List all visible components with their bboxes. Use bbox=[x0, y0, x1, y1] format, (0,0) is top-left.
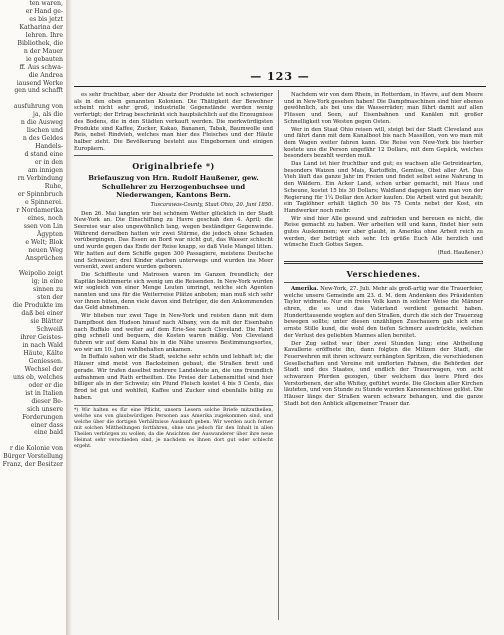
letter-paragraph: Das Land ist hier fruchtbar und gut; es wachsen alle Getreidearten, besonders Waizen und Mais, Kartoffeln, Gemüse, Obst aller Art. Das Vieh läuft das ganze Jahr im Freien und findet selbst seine Nahrung in den Wäldern. Ein Acker Land, schon urbar gemacht, mit Haus und Scheune, kostet 15 bis 30 Dollars; Waldland dagegen kann man von der Regierung für 1¼ Dollar den Acker kaufen. Die Arbeit wird gut bezahlt; ein Taglöhner erhält täglich 50 bis 75 Cents nebst der Kost, ein Handwerker noch mehr. bbox=[284, 161, 483, 214]
adjacent-page-line: er Hand ge- bbox=[25, 7, 63, 15]
adjacent-page-line: einer dass bbox=[30, 421, 63, 429]
section-rule bbox=[74, 155, 273, 156]
section-rule bbox=[284, 282, 483, 283]
newspaper-page bbox=[74, 70, 486, 624]
adjacent-page-line bbox=[0, 95, 66, 103]
adjacent-page-line: iausend Werke bbox=[16, 79, 63, 87]
adjacent-page-line: sten der bbox=[37, 294, 63, 302]
adjacent-page-line: am innigen bbox=[27, 167, 63, 175]
adjacent-page-line: Geniessen. bbox=[28, 357, 63, 365]
letter-paragraph: In Buffalo sahen wir die Stadt, welche sehr schön und lebhaft ist; die Häuser sind meist von Backsteinen gebaut, die Straßen breit und gerade. Wir trafen daselbst mehrere Landsleute an, die uns freundlich aufnahmen und Rath ertheilten. Die Preise der Lebensmittel sind hier billiger als in der Schweiz; ein Pfund Fleisch kostet 4 bis 5 Cents, das Brod ist gut und wohlfeil, Kaffee und Zucker sind ebenfalls billig zu haben. bbox=[74, 354, 273, 401]
adjacent-page-line: ff. Aus schwa- bbox=[19, 63, 63, 71]
adjacent-page-line: die Andrea bbox=[28, 71, 63, 79]
adjacent-page-line: n des Geldes bbox=[22, 135, 63, 143]
adjacent-page-line: Bürger Vorstellung bbox=[3, 453, 63, 461]
adjacent-page-line: lehren. Ihre bbox=[25, 31, 63, 39]
news-paragraph bbox=[284, 286, 483, 340]
letter-subtitle: Briefauszug von Hrn. Rudolf Haußener, gew. Schullehrer zu Herzogenbuchsee und Niederwangen, Kantons Bern. bbox=[88, 174, 259, 199]
adjacent-page-line: Wechsel der bbox=[24, 365, 63, 373]
adjacent-page-line: Handels- bbox=[35, 143, 63, 151]
adjacent-page-line: dieser Be- bbox=[31, 397, 63, 405]
left-column bbox=[74, 92, 273, 450]
letter-paragraph: Die Schiffleute und Matrosen waren im Ganzen freundlich; der Kapitän bekümmerte sich wenig um die Reisenden. In New-York wurden wir sogleich von einer Menge Leuten umringt, welche sich Agenten nannten und uns für die Weiterreise Plätze anboten; man muß sich sehr vor ihnen hüten, denn viele davon sind Betrüger, die den Ankommenden das Geld abnehmen. bbox=[74, 271, 273, 312]
right-column bbox=[284, 92, 483, 409]
adjacent-page-line: ausfuhrung von bbox=[13, 103, 63, 111]
adjacent-page-line: ie gebauten bbox=[26, 55, 63, 63]
adjacent-page-line: Katharina der bbox=[19, 23, 63, 31]
intro-paragraph: es sehr fruchtbar, aber der Absatz der Produkte ist noch schwieriger als in den oben genannten Kolonien. Die Thätigkeit der Bewohner scheint nicht sehr groß, industrielle Gegenstände werden wenig verfertigt; der Ertrag beschränkt sich hauptsächlich auf die Erzeugnisse des Bodens, die in den Städten verkauft werden. Die merkwürdigsten Produkte sind Kaffee, Zucker, Kakao, Bananen, Tabak, Baumwolle und Reis, nebst Rindvieh, welches man hier des Fleisches und der Häute halber zieht. Die Bevölkerung besteht aus Eingebornen und einigen Europäern. bbox=[74, 92, 273, 152]
letter-dateline: Tuscarawas-County, Staat Ohio, 20. Juni 1850. bbox=[150, 201, 273, 208]
letter-signoff: (Rud. Haußener.) bbox=[437, 250, 483, 257]
news-lead: Amerika. bbox=[291, 285, 319, 292]
gutter-shadow bbox=[66, 0, 72, 635]
adjacent-page-line: Franz, der Besitzer bbox=[2, 461, 63, 469]
news-paragraph: Der Zug selbst war über zwei Stunden lang; eine Abtheilung Kavallerie eröffnete ihn, dann folgten die Milizen der Stadt, die Feuerwehren mit ihren schwarz verhängten Spritzen, die verschiedenen Gesellschaften und Vereine mit umflorten Fahnen, die Behörden der Stadt und des Staates, und endlich der Trauerwagen, von acht schwarzen Pferden gezogen, über welchem das leere Pferd des Verstorbenen, der alte Whitey, geführt wurde. Die Glocken aller Kirchen läuteten, und von Stunde zu Stunde wurden Kanonenschüsse gelöst. Die Häuser längs der Straßen waren schwarz behangen, und die ganze Stadt bot den Anblick allgemeiner Trauer dar. bbox=[284, 340, 483, 407]
adjacent-page-line: eine bald bbox=[34, 429, 63, 437]
section-title-misc: Verschiedenes. bbox=[346, 268, 421, 279]
adjacent-page-line: ja, als die bbox=[33, 111, 63, 119]
adjacent-page-line: ten waren, bbox=[29, 0, 63, 7]
adjacent-page-line: r Nordamerika bbox=[16, 206, 63, 214]
adjacent-page-line: oder er die bbox=[28, 381, 63, 389]
adjacent-page-line: Forderungen bbox=[22, 413, 63, 421]
adjacent-page-line: n der Mauer bbox=[23, 47, 63, 55]
adjacent-page-line: Ruhe, bbox=[44, 182, 63, 190]
adjacent-page-line: e Welt; Blok bbox=[25, 238, 63, 246]
adjacent-page-line: d stand eine bbox=[24, 151, 63, 159]
adjacent-page-line: daß bei einer bbox=[21, 310, 63, 318]
adjacent-page-line: sich unsere bbox=[27, 405, 63, 413]
adjacent-page-line: ist in Italien bbox=[25, 389, 63, 397]
adjacent-page-line: Schweiß bbox=[36, 326, 63, 334]
adjacent-page-line: lischen und bbox=[26, 127, 63, 135]
column-divider bbox=[278, 90, 279, 620]
adjacent-page-line: ihrer Geistes- bbox=[20, 334, 63, 342]
footnote: *) Wir halten es für eine Pflicht, unsern Lesern solche Briefe mitzutheilen, welche uns von glaubwürdigen Personen aus Amerika zugekommen sind, und welche über die dortigen Verhältnisse Auskunft geben. Wir werden auch ferner mit solchen Mittheilungen fortfahren, ohne uns jedoch für den Inhalt in allen Theilen verbürgen zu wollen, da die Ansichten der Auswanderer über ihre neue Heimat sehr verschieden sind, je nachdem es ihnen dort gut oder schlecht ergeht. bbox=[74, 405, 273, 449]
header-rule bbox=[74, 86, 486, 87]
adjacent-page-line: neuen Weg bbox=[28, 246, 63, 254]
adjacent-page-line bbox=[0, 437, 66, 445]
adjacent-page-line: sinnen zu bbox=[33, 286, 63, 294]
adjacent-page-line: Weipolio zeigt bbox=[18, 270, 63, 278]
section-double-rule bbox=[284, 261, 483, 264]
adjacent-page-line: n die Ausweg bbox=[20, 119, 63, 127]
adjacent-page-line: gen und schafft bbox=[14, 87, 63, 95]
adjacent-page-line: es bis jetzt bbox=[29, 15, 63, 23]
letter-paragraph: Wir blieben nur zwei Tage in New-York und reisten dann mit dem Dampfboot den Hudson hinauf nach Albany, von da mit der Eisenbahn nach Buffalo und weiter auf dem Erie-See nach Cleveland. Die Fahrt ging schnell und bequem, die Kosten waren mäßig. Von Cleveland fuhren wir auf dem Kanal bis in die Nähe unseres Bestimmungsortes, wo wir am 10. Juni wohlbehalten ankamen. bbox=[74, 313, 273, 353]
letter-paragraph: Nachdem wir von dem Rhein, in Rotterdam, in Havre, auf dem Meere und in New-York gesehen haben! Die Dampfmaschinen sind hier ebenso gewöhnlich, als bei uns die Wasserräder; man fährt damit auf allen Flüssen und Seen, auf Eisenbahnen und Kanälen mit großer Schnelligkeit von Westen gegen Osten. bbox=[284, 92, 483, 125]
adjacent-page-line: er in den bbox=[34, 159, 63, 167]
adjacent-page-line: Ansprüchen bbox=[25, 254, 63, 262]
adjacent-page-line: Häute, Kälte bbox=[23, 349, 63, 357]
adjacent-page-line: Ägypten bbox=[36, 230, 63, 238]
adjacent-page-line: Bibliothek, die bbox=[17, 39, 63, 47]
adjacent-page-line: r die Kolonie von bbox=[9, 445, 63, 453]
adjacent-page-line: uns ob, welches bbox=[13, 373, 63, 381]
page-number: — 123 — bbox=[250, 70, 310, 83]
adjacent-page-line bbox=[0, 262, 66, 270]
adjacent-page-line: die Produkte im bbox=[12, 302, 63, 310]
news-text: New-York, 27. Juli. Mehr als groß-artig war die Trauerfeier, welche unsere Gemeinde am 23. d. M. dem Andenken des Präsidenten Taylor widmete. Nur ein freies Volk kann in solcher Weise die Männer ehren, die es und das Vaterland verdient gemacht haben. Hunderttausende wogten auf den Straßen, durch die sich der Trauerzug bewegen sollte; unter diesen unzähligen Zuschauern gab sich eine ernste Stille kund, die wohl den tiefen Schmerz ausdrückte, welchen der Verlust des geliebten Mannes allen bereitet. bbox=[284, 285, 483, 339]
letter-paragraph: Wir sind hier Alle gesund und zufrieden und bereuen es nicht, die Reise gemacht zu haben. Wer arbeiten will und kann, findet hier sein gutes Auskommen; wer aber glaubt, in Amerika ohne Arbeit reich zu werden, der betrügt sich sehr. Ich grüße Euch Alle herzlich und wünsche Euch Gottes Segen. bbox=[284, 215, 483, 249]
adjacent-page-line: in nach Wald bbox=[22, 341, 63, 349]
section-title-letters: Originalbriefe *) bbox=[132, 161, 215, 172]
letter-paragraph: Den 26. Mai langten wir bei schönem Wetter glücklich in der Stadt New-York an. Die Einschiffung zu Havre geschah den 4. April; die Seereise war also ungewöhnlich lang, wegen beständiger Gegenwinde. Während derselben hatten wir zwei Stürme, die jedoch ohne Schaden vorübergingen. Das Essen an Bord war nicht gut, das Wasser schlecht und wurde gegen das Ende der Reise knapp, so daß Viele Mangel litten. Wir hatten auf dem Schiffe gegen 300 Passagiere, meistens Deutsche und Schweizer; drei Kinder starben unterwegs und wurden ins Meer versenkt, zwei andere wurden geboren. bbox=[74, 210, 273, 271]
adjacent-page-line: sie Blätter bbox=[30, 318, 63, 326]
adjacent-page-line: ig; in eine bbox=[31, 278, 63, 286]
adjacent-page-line: ssen von Lin bbox=[23, 222, 63, 230]
adjacent-page-line: eines, noch bbox=[27, 214, 63, 222]
letter-paragraph: Wer in den Staat Ohio reisen will, steigt bei der Stadt Cleveland aus und fährt dann mit dem Kanalboot bis nach Massillon, von wo man mit dem Wagen weiter fahren kann. Die Reise von New-York bis hierher kostete uns die Person ungefähr 12 Dollars, mit dem Gepäck, welches besonders bezahlt werden muß. bbox=[284, 126, 483, 160]
adjacent-page-line: er Spinnbruch bbox=[17, 190, 63, 198]
adjacent-page-line: rn Verbindung bbox=[17, 174, 63, 182]
adjacent-page-edge bbox=[0, 0, 67, 635]
adjacent-page-line: e Spinnerei. bbox=[24, 198, 63, 206]
